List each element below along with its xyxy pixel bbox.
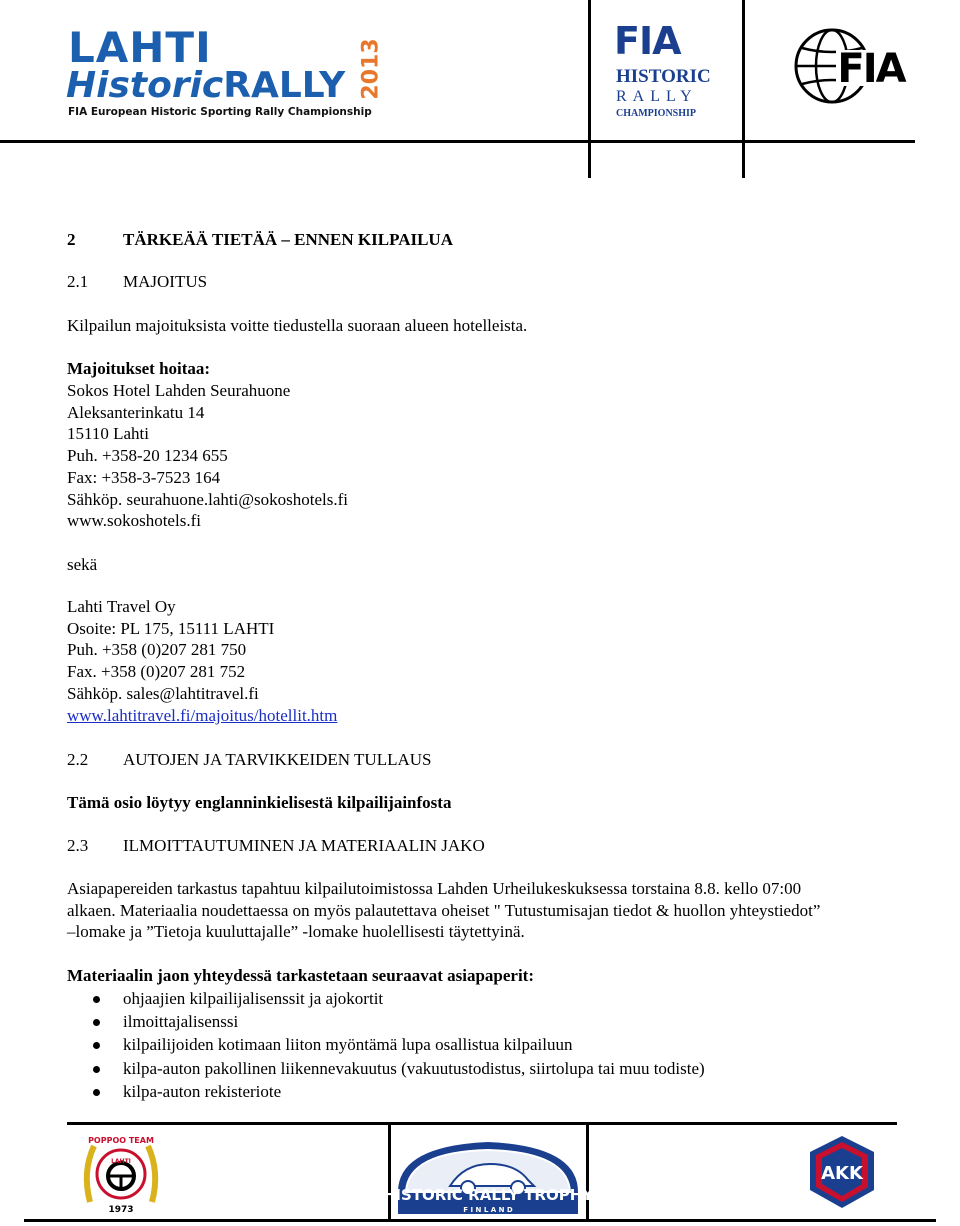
subsection-heading: [67, 835, 485, 857]
subsection-title: MAJOITUS: [123, 272, 208, 291]
logo-line-rally: RALLY: [616, 88, 698, 105]
subsection-heading: [67, 271, 208, 293]
logo-text-lahti: LAHTI: [68, 23, 212, 72]
lahti-historic-rally-logo: [64, 24, 384, 124]
travel-address-line: Puh. +358 (0)207 281 750: [67, 640, 247, 660]
documents-heading: Materiaalin jaon yhteydessä tarkastetaan seuraavat asiapaperit:: [67, 966, 534, 985]
list-item-text: kilpa-auton pakollinen liikennevakuutus (vakuutustodistus, siirtolupa tai muu todiste): [123, 1058, 705, 1078]
hotel-address-line: Sokos Hotel Lahden Seurahuone: [67, 381, 291, 400]
subsection-title: ILMOITTAUTUMINEN JA MATERIAALIN JAKO: [123, 836, 485, 855]
section-number: 2: [67, 230, 76, 249]
paragraph-line: alkaen. Materiaalia noudettaessa on myös palautettava oheiset " Tutustumisajan tiedot & huollon yhteystiedot”: [67, 900, 821, 920]
travel-address-line: Osoite: PL 175, 15111 LAHTI: [67, 618, 275, 638]
logo-text-historic-rally: [66, 66, 345, 106]
list-item-text: ilmoittajalisenssi: [123, 1012, 239, 1032]
list-item-text: kilpa-auton rekisteriote: [123, 1081, 282, 1101]
fia-historic-rally-championship-logo: [612, 20, 716, 124]
fia-wordmark: FIA: [614, 19, 681, 63]
header-divider: [588, 0, 591, 178]
hotel-address-line: Puh. +358-20 1234 655: [67, 446, 228, 466]
logo-year: [359, 28, 383, 110]
english-info-note: Tämä osio löytyy englanninkielisestä kilpailijainfosta: [67, 793, 452, 812]
svg-text:F I N L A N D: F I N L A N D: [463, 1206, 513, 1214]
paragraph-line: Asiapapereiden tarkastus tapahtuu kilpailutoimistossa Lahden Urheilukeskuksessa torstaina 8.8. kello 07:00: [67, 879, 802, 898]
logo-line-historic: HISTORIC: [616, 66, 711, 87]
list-item-text: kilpailijoiden kotimaan liiton myöntämä lupa osallistua kilpailuun: [123, 1035, 573, 1055]
section-title: TÄRKEÄÄ TIETÄÄ – ENNEN KILPAILUA: [123, 230, 453, 249]
page-header: [0, 0, 960, 180]
logo-subtitle: FIA European Historic Sporting Rally Championship: [68, 106, 372, 118]
travel-address-line: Lahti Travel Oy: [67, 597, 176, 616]
bullet-icon: [93, 1019, 100, 1026]
subsection-number: 2.2: [67, 750, 89, 769]
intro-paragraph: Kilpailun majoituksista voitte tiedustella suoraan alueen hotelleista.: [67, 316, 528, 335]
subsection-title: AUTOJEN JA TARVIKKEIDEN TULLAUS: [123, 750, 432, 769]
svg-text:1973: 1973: [108, 1205, 134, 1215]
fia-globe-logo: [794, 26, 908, 106]
historic-rally-trophy-logo: [382, 1130, 594, 1220]
hotel-address-line: www.sokoshotels.fi: [67, 511, 201, 531]
hotel-address-line: Fax: +358-3-7523 164: [67, 467, 221, 487]
bullet-icon: [93, 1042, 100, 1049]
list-item-text: ohjaajien kilpailijalisenssit ja ajokortit: [123, 989, 384, 1008]
footer-divider: [586, 1124, 589, 1220]
logo-text-rally: RALLY: [223, 65, 346, 106]
bullet-icon: [93, 996, 100, 1003]
poppoo-team-logo: [80, 1132, 162, 1216]
subsection-number: 2.3: [67, 836, 89, 855]
subsection-heading: [67, 749, 432, 771]
travel-address-line: Sähköp. sales@lahtitravel.fi: [67, 683, 259, 703]
bullet-icon: [93, 1089, 100, 1096]
travel-website-link[interactable]: www.lahtitravel.fi/majoitus/hotellit.htm: [67, 706, 338, 725]
hotel-address-line: Sähköp. seurahuone.lahti@sokoshotels.fi: [67, 489, 349, 509]
logo-line-championship: CHAMPIONSHIP: [616, 108, 696, 119]
section-heading: [67, 229, 453, 251]
hotel-address-line: Aleksanterinkatu 14: [67, 402, 205, 422]
subsection-number: 2.1: [67, 272, 89, 291]
header-rule: [0, 140, 915, 143]
svg-text:2013: 2013: [358, 38, 384, 100]
hotel-address-line: 15110 Lahti: [67, 424, 149, 444]
header-divider: [742, 0, 745, 178]
conjunction-text: sekä: [67, 555, 98, 574]
bullet-icon: [93, 1066, 100, 1073]
handler-label: Majoitukset hoitaa:: [67, 359, 211, 378]
svg-text:AKK: AKK: [821, 1163, 863, 1184]
footer-divider: [388, 1124, 391, 1220]
svg-text:FIA: FIA: [837, 46, 905, 92]
logo-text-historic: Historic: [66, 65, 224, 106]
paragraph-line: –lomake ja ”Tietoja kuuluttajalle” -lomake huolellisesti täytettyinä.: [67, 922, 525, 942]
svg-text:HISTORIC RALLY TROPHY: HISTORIC RALLY TROPHY: [382, 1186, 594, 1204]
footer-rule: [67, 1122, 897, 1125]
akk-logo: [806, 1134, 878, 1210]
travel-address-line: Fax. +358 (0)207 281 752: [67, 662, 246, 682]
svg-text:POPPOO TEAM: POPPOO TEAM: [88, 1136, 154, 1145]
svg-text:LAHTI: LAHTI: [111, 1158, 131, 1165]
